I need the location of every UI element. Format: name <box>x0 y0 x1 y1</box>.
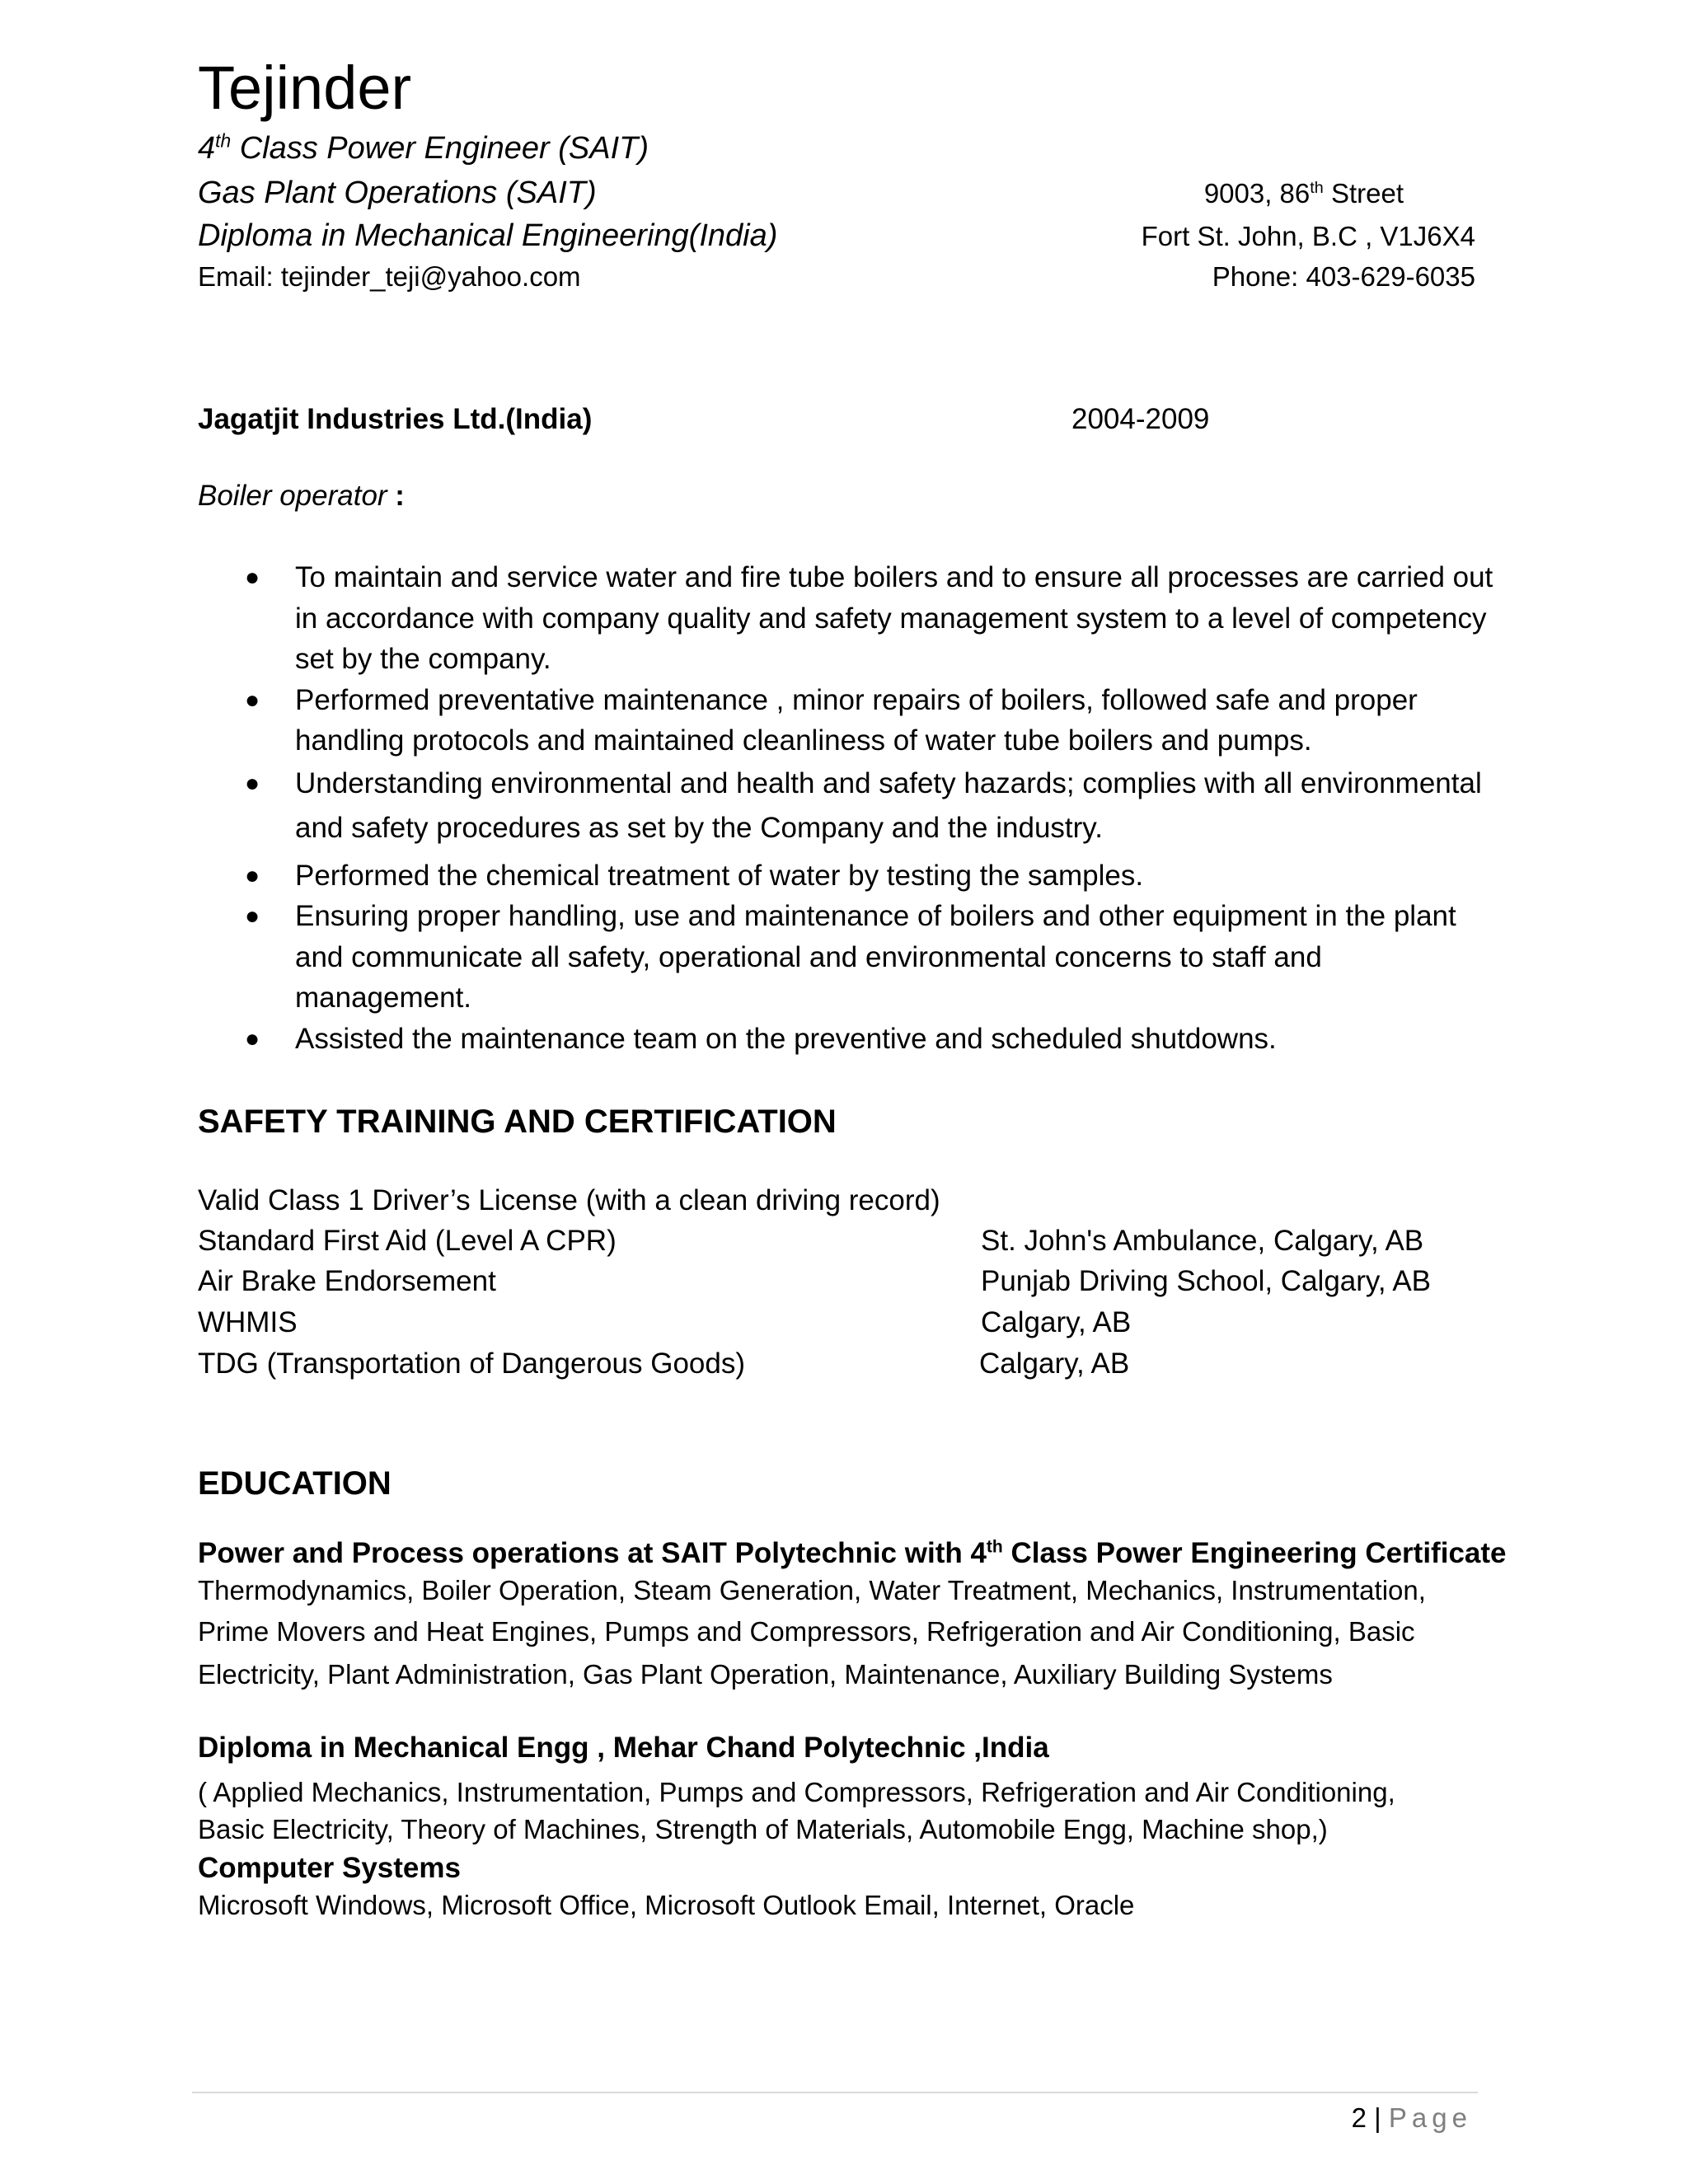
computer-systems-line: Microsoft Windows, Microsoft Office, Microsoft Outlook Email, Internet, Oracle <box>198 1890 1135 1920</box>
duty-text: Understanding environmental and health and safety hazards; complies with all environmental and safety procedures as set by the Company and the industry. <box>295 766 1482 844</box>
list-item <box>198 855 1500 897</box>
duty-text: To maintain and service water and fire tube boilers and to ensure all processes are carried out in accordance with company quality and safety management system to a level of competency set by the company. <box>295 561 1493 675</box>
cert-place: St. John's Ambulance, Calgary, AB <box>981 1225 1424 1257</box>
cert-name: Standard First Aid (Level A CPR) <box>198 1225 617 1257</box>
cert-place: Calgary, AB <box>979 1347 1130 1380</box>
diploma-title: Diploma in Mechanical Engg , Mehar Chand Polytechnic ,India <box>198 1732 1049 1764</box>
email-line: Email: tejinder_teji@yahoo.com <box>198 261 581 292</box>
credential-text: Class Power Engineer (SAIT) <box>231 131 649 166</box>
sait-program-title <box>198 1535 1507 1572</box>
address-street-word: Street <box>1323 178 1404 209</box>
address-number: 9003, 86 <box>1203 178 1311 209</box>
bullet-icon: ● <box>245 686 260 714</box>
diploma-courses-line: Basic Electricity, Theory of Machines, Strength of Materials, Automobile Engg, Machine shop,) <box>198 1814 1328 1844</box>
diploma-courses-line: ( Applied Mechanics, Instrumentation, Pumps and Compressors, Refrigeration and Air Conditioning, <box>198 1777 1395 1807</box>
address-superscript: th <box>1310 179 1324 197</box>
candidate-name: Tejinder <box>198 54 412 122</box>
education-heading: EDUCATION <box>198 1465 392 1502</box>
credential-gas-plant: Gas Plant Operations (SAIT) <box>198 176 597 210</box>
address-street <box>1204 176 1404 212</box>
sait-courses-line: Electricity, Plant Administration, Gas Plant Operation, Maintenance, Auxiliary Building Systems <box>198 1659 1333 1690</box>
cert-name: WHMIS <box>198 1306 298 1338</box>
list-item <box>198 680 1500 762</box>
bullet-icon: ● <box>245 1024 260 1052</box>
list-item <box>198 762 1500 851</box>
address-city: Fort St. John, B.C , V1J6X4 <box>1141 221 1475 251</box>
job-role-title: Boiler operator <box>198 480 387 512</box>
employment-dates: 2004-2009 <box>1071 403 1210 435</box>
page-number: 2 <box>1351 2102 1367 2133</box>
sait-title-superscript: th <box>986 1537 1003 1557</box>
duty-text: Assisted the maintenance team on the preventive and scheduled shutdowns. <box>295 1022 1277 1055</box>
cert-place: Calgary, AB <box>981 1306 1132 1338</box>
cert-place: Punjab Driving School, Calgary, AB <box>981 1265 1432 1297</box>
duty-text: Ensuring proper handling, use and maintenance of boilers and other equipment in the plant and communicate all safety, operational and environmental concerns to staff and management. <box>295 900 1456 1014</box>
page-footer <box>1352 2100 1472 2136</box>
duties-list <box>198 557 1500 1059</box>
credential-superscript: th <box>215 129 232 152</box>
computer-systems-title: Computer Systems <box>198 1852 461 1884</box>
list-item <box>198 1019 1500 1060</box>
license-line: Valid Class 1 Driver’s License (with a clean driving record) <box>198 1184 940 1216</box>
sait-title-text: Power and Process operations at SAIT Polytechnic with 4 <box>198 1537 987 1569</box>
bullet-icon: ● <box>245 769 260 797</box>
sait-title-text-rest: Class Power Engineering Certificate <box>1002 1537 1507 1569</box>
bullet-icon: ● <box>245 902 260 930</box>
credential-number: 4 <box>198 131 216 166</box>
bullet-icon: ● <box>245 861 260 889</box>
duty-text: Performed the chemical treatment of water by testing the samples. <box>295 859 1144 892</box>
credential-power-engineer <box>198 129 649 168</box>
company-name: Jagatjit Industries Ltd.(India) <box>198 403 593 435</box>
bullet-icon: ● <box>245 564 260 591</box>
job-role-colon: : <box>387 480 405 512</box>
sait-courses-line: Prime Movers and Heat Engines, Pumps and Compressors, Refrigeration and Air Conditioning, Basic <box>198 1616 1415 1647</box>
job-role <box>198 478 405 514</box>
page-label: Page <box>1388 2102 1472 2133</box>
safety-heading: SAFETY TRAINING AND CERTIFICATION <box>198 1104 837 1140</box>
sait-courses-line: Thermodynamics, Boiler Operation, Steam Generation, Water Treatment, Mechanics, Instrumentation, <box>198 1575 1426 1605</box>
cert-name: Air Brake Endorsement <box>198 1265 496 1297</box>
page-separator: | <box>1367 2102 1389 2133</box>
phone-line: Phone: 403-629-6035 <box>1212 261 1475 292</box>
footer-divider <box>192 2092 1478 2093</box>
cert-name: TDG (Transportation of Dangerous Goods) <box>198 1347 745 1380</box>
list-item <box>198 557 1500 680</box>
duty-text: Performed preventative maintenance , minor repairs of boilers, followed safe and proper handling protocols and maintained cleanliness of water tube boilers and pumps. <box>295 683 1418 757</box>
credential-diploma: Diploma in Mechanical Engineering(India) <box>198 218 778 253</box>
list-item <box>198 896 1500 1019</box>
